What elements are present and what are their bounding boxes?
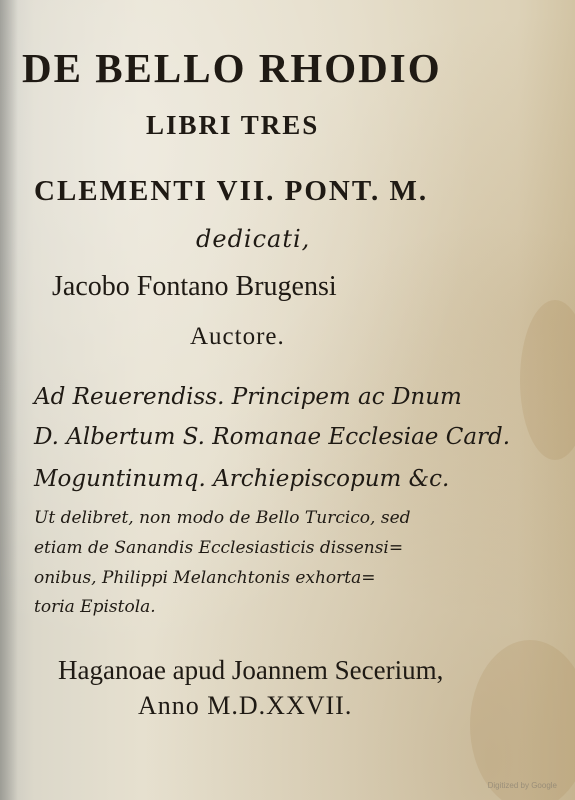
paper-stain xyxy=(520,300,575,460)
dedicati-line: dedicati, xyxy=(196,225,311,253)
author-name: Jacobo Fontano Brugensi xyxy=(52,271,337,302)
letter-line: Ut delibret, non modo de Bello Turcico, sed xyxy=(34,508,411,528)
book-subtitle: LIBRI TRES xyxy=(146,110,320,140)
year-line: Anno M.D.XXVII. xyxy=(138,691,353,720)
letter-line: D. Albertum S. Romanae Ecclesiae Card. xyxy=(34,424,511,450)
dedicatee-line: CLEMENTI VII. PONT. M. xyxy=(34,175,429,207)
letter-line: Ad Reuerendiss. Principem ac Dnum xyxy=(34,384,462,410)
letter-line: onibus, Philippi Melanchtonis exhorta= xyxy=(34,568,376,588)
imprint-line: Haganoae apud Joannem Secerium, xyxy=(58,655,444,685)
letter-line: Moguntinumq. Archiepiscopum &c. xyxy=(34,466,450,492)
page-edge-shadow xyxy=(0,0,18,800)
book-title: DE BELLO RHODIO xyxy=(22,45,442,91)
digitizer-watermark: Digitized by Google xyxy=(487,781,557,790)
letter-line: etiam de Sanandis Ecclesiasticis dissensi= xyxy=(34,538,404,558)
auctore-line: Auctore. xyxy=(190,323,285,350)
paper-stain xyxy=(470,640,575,800)
letter-line: toria Epistola. xyxy=(34,597,156,617)
